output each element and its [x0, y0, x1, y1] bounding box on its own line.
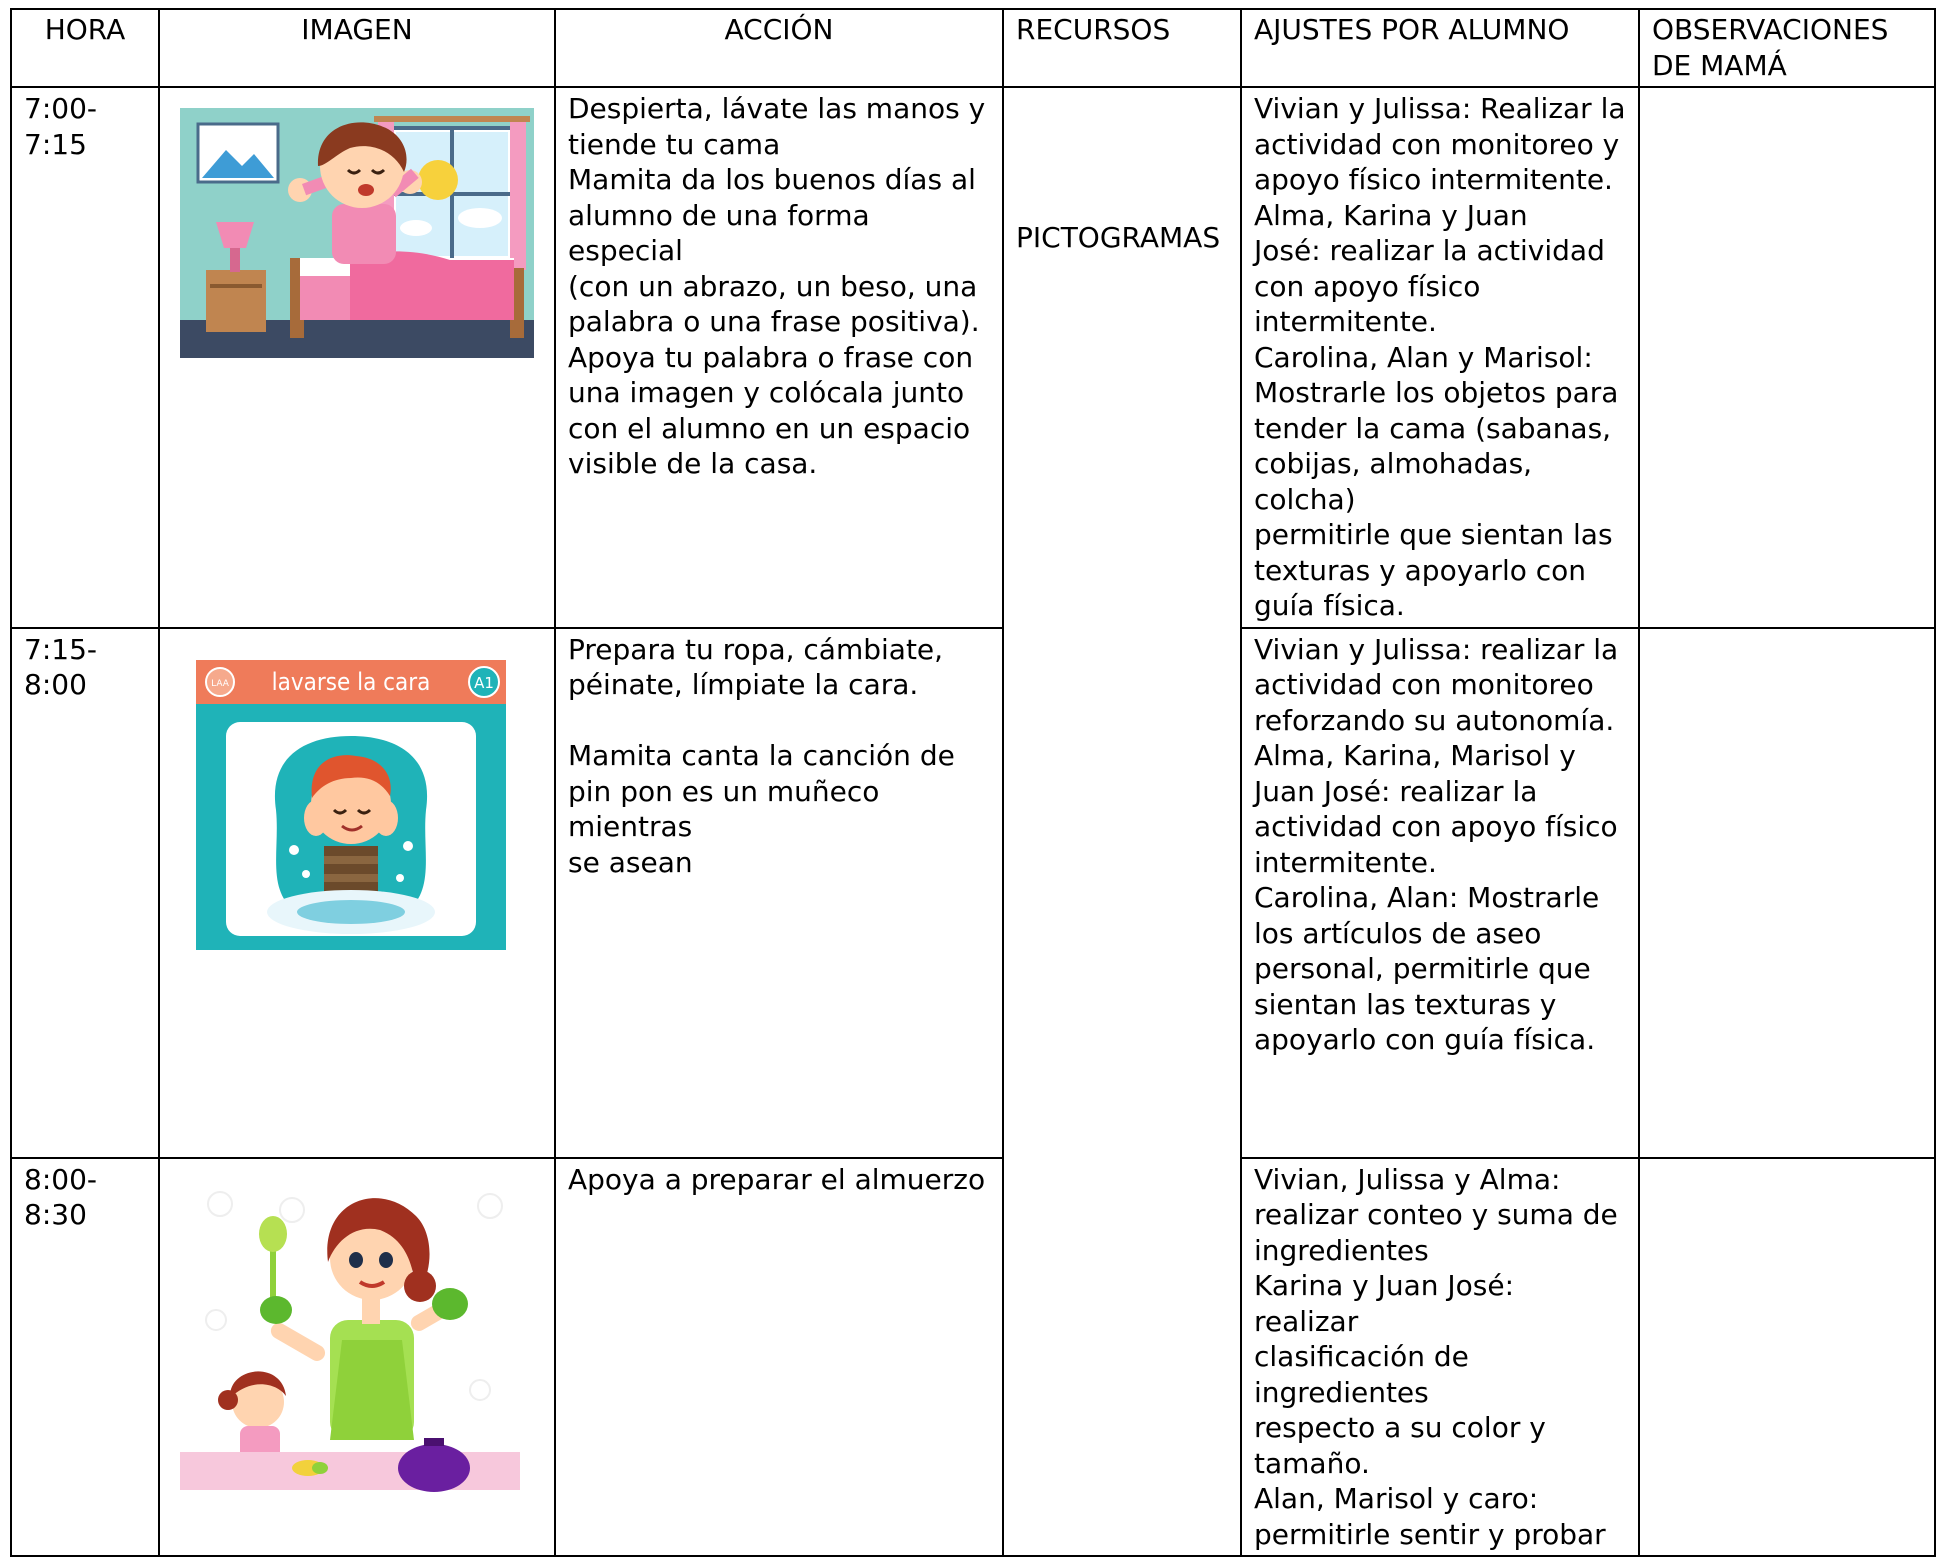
- image-cell: [159, 628, 555, 1158]
- header-recursos: RECURSOS: [1003, 9, 1241, 87]
- hora-cell: 8:00- 8:30: [11, 1158, 159, 1557]
- observaciones-cell: [1639, 628, 1935, 1158]
- wake-up-illustration: [180, 108, 534, 358]
- header-accion: ACCIÓN: [555, 9, 1003, 87]
- observaciones-cell: [1639, 1158, 1935, 1557]
- ajustes-cell: Vivian y Julissa: realizar la actividad con monitoreo reforzando su autonomía. Alma, Karina, Marisol y Juan José: realizar la actividad con apoyo físico intermitente. Carolina, Alan: Mostrarle los artículos de aseo personal, permitirle que sientan las texturas y apoyarlo con guía física.: [1241, 628, 1639, 1158]
- lavarse-la-cara-pictogram: [196, 660, 506, 950]
- table-row: [11, 1158, 1935, 1557]
- recursos-cell: [1003, 87, 1241, 1556]
- header-ajustes: AJUSTES POR ALUMNO: [1241, 9, 1639, 87]
- image-cell: [159, 87, 555, 628]
- schedule-table: [10, 8, 1936, 1557]
- accion-cell: Prepara tu ropa, cámbiate, péinate, límpiate la cara. Mamita canta la canción de pin pon es un muñeco mientras se asean: [555, 628, 1003, 1158]
- hora-cell: 7:15- 8:00: [11, 628, 159, 1158]
- table-row: [11, 628, 1935, 1158]
- picto-code: A1: [474, 673, 494, 692]
- ajustes-cell: Vivian y Julissa: Realizar la actividad con monitoreo y apoyo físico intermitente. Alma, Karina y Juan José: realizar la actividad con apoyo físico intermitente. Carolina, Alan y Marisol: Mostrarle los objetos para tender la cama (sabanas, cobijas, almohadas, colcha) permitirle que sientan las texturas y apoyarlo con guía física.: [1241, 87, 1639, 628]
- header-observaciones: OBSERVACIONES DE MAMÁ: [1639, 9, 1935, 87]
- picto-logo: LAA: [211, 678, 229, 689]
- header-imagen: IMAGEN: [159, 9, 555, 87]
- ajustes-cell: Vivian, Julissa y Alma: realizar conteo y suma de ingredientes Karina y Juan José: realizar clasificación de ingredientes respecto a su color y tamaño. Alan, Marisol y caro: permitirle sentir y probar: [1241, 1158, 1639, 1557]
- accion-cell: Apoya a preparar el almuerzo: [555, 1158, 1003, 1557]
- cooking-illustration: [180, 1170, 540, 1490]
- table-row: [11, 87, 1935, 628]
- observaciones-cell: [1639, 87, 1935, 628]
- image-cell: [159, 1158, 555, 1557]
- header-hora: HORA: [11, 9, 159, 87]
- hora-cell: 7:00- 7:15: [11, 87, 159, 628]
- picto-title: lavarse la cara: [271, 667, 431, 696]
- header-row: [11, 9, 1935, 87]
- accion-cell: Despierta, lávate las manos y tiende tu cama Mamita da los buenos días al alumno de una forma especial (con un abrazo, un beso, una palabra o una frase positiva). Apoya tu palabra o frase con una imagen y colócala junto con el alumno en un espacio visible de la casa.: [555, 87, 1003, 628]
- recursos-label: PICTOGRAMAS: [1016, 221, 1221, 254]
